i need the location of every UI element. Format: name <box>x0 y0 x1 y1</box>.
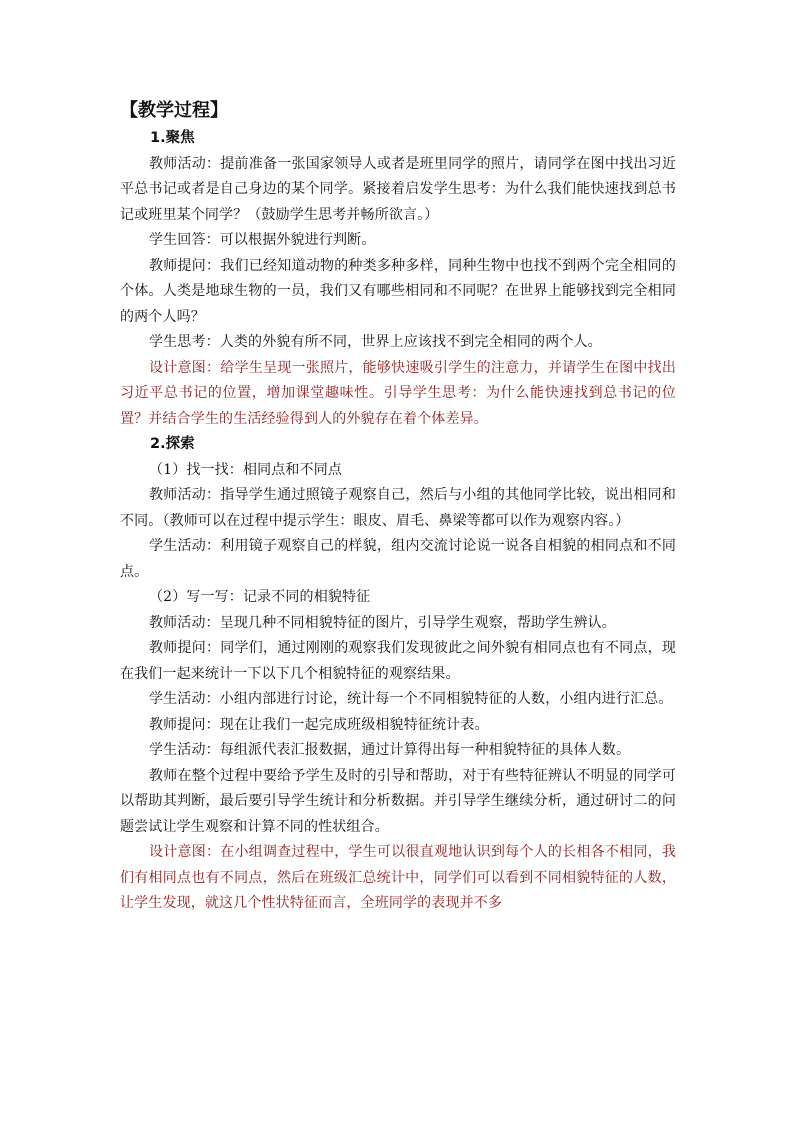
document-body <box>120 98 676 917</box>
paragraph-teacher-question: 教师提问：现在让我们一起完成班级相貌特征统计表。 <box>149 716 489 733</box>
paragraph-student-activity: 学生活动：利用镜子观察自己的样貌，组内交流讨论说一说各自相貌的相同点和不同点。 <box>120 538 676 580</box>
paragraph-student-activity: 学生活动：小组内部进行讨论，统计每一个不同相貌特征的人数，小组内进行汇总。 <box>149 691 673 707</box>
paragraph-student-answer: 学生回答：可以根据外貌进行判断。 <box>149 232 376 248</box>
paragraph-subheading-write: （2）写一写：记录不同的相貌特征 <box>149 589 371 605</box>
paragraph-teacher-activity: 教师活动：指导学生通过照镜子观察自己，然后与小组的其他同学比较，说出相同和不同。（教师可以在过程中提示学生：眼皮、眉毛、鼻梁等都可以作为观察内容。） <box>120 487 676 529</box>
paragraph-teacher-activity: 教师活动：呈现几种不同相貌特征的图片，引导学生观察，帮助学生辨认。 <box>149 614 616 631</box>
section-title: 【教学过程】 <box>120 100 228 121</box>
paragraph-student-activity: 学生活动：每组派代表汇报数据，通过计算得出每一种相貌特征的具体人数。 <box>149 742 631 758</box>
paragraph-design-intent: 设计意图：在小组调查过程中，学生可以很直观地认识到每个人的长相各不相同，我们有相同点也有不同点，然后在班级汇总统计中，同学们可以看到不同相貌特征的人数，让学生发现，就这几个性状特征而言，全班同学的表现并不多 <box>120 844 676 911</box>
paragraph-teacher-guidance: 教师在整个过程中要给予学生及时的引导和帮助，对于有些特征辨认不明显的同学可以帮助其判断，最后要引导学生统计和分析数据。并引导学生继续分析，通过研讨二的问题尝试让学生观察和计算不同的性状组合。 <box>120 767 676 835</box>
paragraph-student-thinking: 学生思考：人类的外貌有所不同，世界上应该找不到完全相同的两个人。 <box>149 334 602 350</box>
paragraph-teacher-activity: 教师活动：提前准备一张国家领导人或者是班里同学的照片，请同学在图中找出习近平总书记或者是自己身边的某个同学。紧接着启发学生思考：为什么我们能快速找到总书记或班里某个同学？（鼓励学生思考并畅所欲言。） <box>120 155 676 223</box>
heading-explore: 2.探索 <box>150 436 195 452</box>
paragraph-teacher-question: 教师提问：同学们，通过刚刚的观察我们发现彼此之间外貌有相同点也有不同点，现在我们一起来统计一下以下几个相貌特征的观察结果。 <box>120 640 676 682</box>
heading-focus: 1.聚焦 <box>150 130 195 146</box>
paragraph-teacher-question: 教师提问：我们已经知道动物的种类多种多样，同种生物中也找不到两个完全相同的个体。人类是地球生物的一员，我们又有哪些相同和不同呢？在世界上能够找到完全相同的两个人吗？ <box>120 257 676 325</box>
paragraph-subheading-find: （1）找一找：相同点和不同点 <box>149 461 343 478</box>
paragraph-design-intent: 设计意图：给学生呈现一张照片，能够快速吸引学生的注意力，并请学生在图中找出习近平总书记的位置，增加课堂趣味性。引导学生思考：为什么能快速找到总书记的位置？并结合学生的生活经验得到人的外貌存在着个体差异。 <box>120 359 676 427</box>
